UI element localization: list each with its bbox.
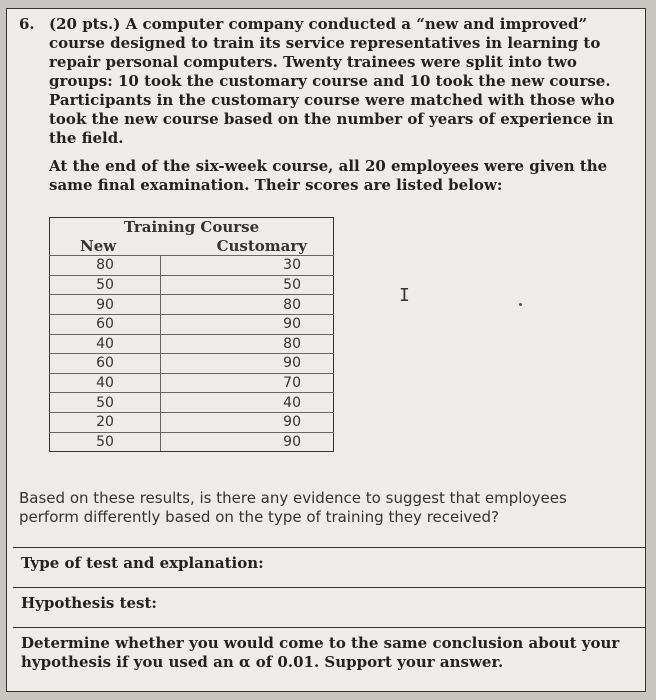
conclusion-label: Determine whether you would come to the same conclusion about your hypothesis if you used an α of 0.01. Support your answer. — [21, 634, 620, 671]
score-customary: 90 — [161, 412, 334, 432]
type-of-test-label: Type of test and explanation: — [21, 554, 264, 572]
score-customary: 50 — [161, 275, 334, 295]
score-new: 40 — [50, 334, 161, 354]
scores-table — [49, 217, 334, 452]
score-new: 60 — [50, 354, 161, 374]
score-new: 50 — [50, 432, 161, 452]
score-new: 20 — [50, 412, 161, 432]
table-caption: Training Course — [50, 218, 334, 237]
score-customary: 90 — [161, 314, 334, 334]
table-row — [50, 412, 334, 432]
hypothesis-test-box[interactable] — [13, 587, 645, 627]
score-customary: 80 — [161, 334, 334, 354]
table-row — [50, 314, 334, 334]
question-6 — [19, 15, 629, 148]
score-customary: 40 — [161, 393, 334, 413]
table-row — [50, 295, 334, 315]
score-new: 90 — [50, 295, 161, 315]
text-cursor-icon: I — [399, 285, 410, 306]
score-customary: 80 — [161, 295, 334, 315]
question-number: 6. — [19, 15, 35, 33]
score-new: 40 — [50, 373, 161, 393]
type-of-test-box[interactable] — [13, 547, 645, 587]
score-customary: 30 — [161, 256, 334, 276]
table-row — [50, 354, 334, 374]
question-prompt: Based on these results, is there any evidence to suggest that employees perform differently based on the type of training they received? — [19, 489, 567, 526]
results-intro: At the end of the six-week course, all 20 employees were given the same final examination. Their scores are listed below: — [49, 157, 608, 194]
column-header-new: New — [50, 237, 161, 256]
worksheet-page — [6, 8, 646, 692]
score-new: 50 — [50, 275, 161, 295]
table-row — [50, 256, 334, 276]
score-new: 80 — [50, 256, 161, 276]
hypothesis-test-label: Hypothesis test: — [21, 594, 157, 612]
table-row — [50, 334, 334, 354]
table-row — [50, 393, 334, 413]
conclusion-box[interactable] — [13, 627, 645, 693]
score-new: 60 — [50, 314, 161, 334]
question-intro: (20 pts.) A computer company conducted a “new and improved” course designed to train its service representatives in learning to repair personal computers. Twenty trainees were split into two groups: 10 took the customary course and 10 took the new course. Participants in the customary course were matched with those who took the new course based on the number of years of experience in the field. — [49, 15, 615, 147]
column-header-customary: Customary — [161, 237, 334, 256]
table-row — [50, 373, 334, 393]
score-new: 50 — [50, 393, 161, 413]
stray-dot — [519, 303, 522, 306]
table-row — [50, 275, 334, 295]
score-customary: 70 — [161, 373, 334, 393]
score-customary: 90 — [161, 354, 334, 374]
table-row — [50, 432, 334, 452]
score-customary: 90 — [161, 432, 334, 452]
